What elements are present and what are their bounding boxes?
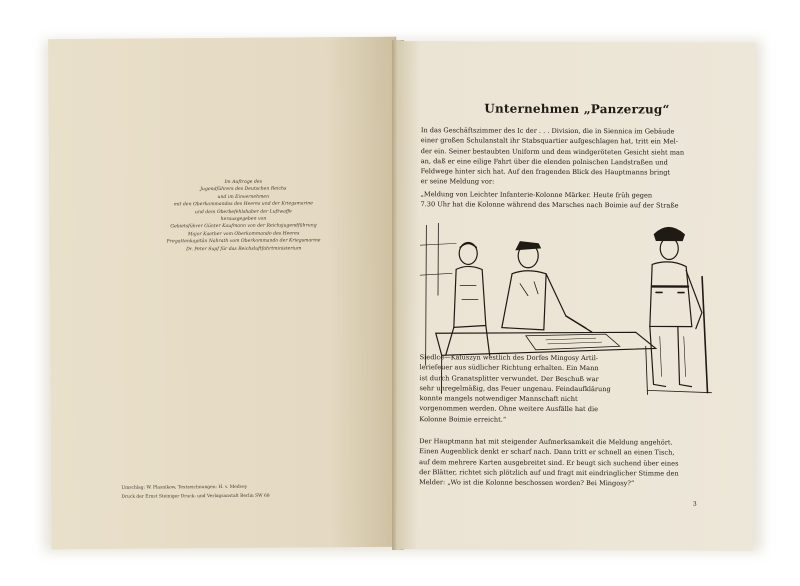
credit-line: Dr. Peter Supf für das Reichsluftfahrtministerium — [186, 246, 302, 252]
text-line: Kolonne Boimie erreicht.“ — [419, 414, 507, 424]
text-line: einer großen Schulanstalt ihr Stabsquartier aufgeschlagen hat, tritt ein Mel- — [420, 136, 679, 146]
text-line: der ein. Seiner bestaubten Uniform und dem windgeröteten Gesicht sieht man — [420, 146, 685, 157]
text-line: vorgenommen werden. Ohne weitere Ausfälle hat die — [419, 404, 599, 414]
paragraph-captain — [419, 436, 729, 489]
text-line: Siedlce—Kaluszyn westlich des Dorfes Mingosy Artil- — [419, 353, 599, 363]
text-line: konnte mangels notwendiger Mannschaft nicht — [419, 394, 578, 404]
text-line: er seine Meldung vor: — [420, 177, 495, 187]
paragraph-intro — [421, 125, 731, 188]
text-line: auf dem mehrere Karten ausgebreitet sind. Er beugt sich suchend über eines — [419, 457, 679, 468]
credit-line: herausgegeben von — [220, 216, 267, 223]
right-page — [397, 41, 756, 551]
imprint-line: Druck der Ernst Steiniger Druck- und Verlagsanstalt Berlin SW 68 — [121, 493, 270, 500]
text-line: ist durch Granatsplitter verwundet. Der Beschuß war — [419, 373, 599, 383]
text-line: „Meldung von Leichter Infanterie-Kolonne Märker. Heute früh gegen — [420, 190, 653, 200]
left-page — [48, 37, 400, 549]
credit-line: und im Einvernehmen — [217, 194, 270, 200]
paragraph-report-continued — [419, 352, 625, 425]
text-line: Der Hauptmann hat mit steigender Aufmerksamkeit die Meldung angehört. — [419, 437, 673, 447]
paragraph-report-start — [420, 189, 730, 211]
text-line: Melder: „Wo ist die Kolonne beschossen worden? Bei Mingosy?“ — [419, 478, 635, 488]
text-line: In das Geschäftszimmer des Ic der . . . Division, die in Siennica im Gebäude — [420, 126, 675, 136]
text-line: an, daß er eine eilige Fahrt über die elenden polnischen Landstraßen und — [420, 157, 668, 167]
chapter-title: Unternehmen „Panzerzug“ — [484, 101, 670, 117]
imprint — [121, 482, 381, 502]
credit-line: Major Kaether vom Oberkommando des Heeres — [187, 231, 300, 238]
text-line: leriefeuer aus südlicher Richtung erhalten. Ein Mann — [419, 363, 599, 373]
text-line: Feldwege hinter sich hat. Auf den fragenden Blick des Hauptmanns bringt — [420, 167, 671, 177]
credit-line: Im Auftrage des — [224, 179, 263, 185]
credit-line: und dem Oberbefehlshaber der Luftwaffe — [195, 209, 292, 215]
credit-line: Gebietsführer Günter Kaufmann von der Reichsjugendführung — [170, 223, 317, 230]
text-line: sehr unregelmäßig, das Feuer ungenau. Feindaufklärung — [419, 384, 611, 394]
credit-line: Jugendführers des Deutschen Reichs — [200, 186, 287, 193]
credit-line: Fregattenkapitän Nahrath vom Oberkommando der Kriegsmarine — [166, 238, 321, 245]
text-line: Einen Augenblick denkt er scharf nach. Dann tritt er schnell an einen Tisch, — [419, 447, 675, 457]
publisher-credits — [103, 178, 384, 254]
text-line: der Blätter, richtet sich plötzlich auf und fragt mit eindringlicher Stimme den — [419, 468, 679, 478]
imprint-line: Umschlag: W. Plasnikow, Textzeichnungen: H. v. Medvey — [121, 484, 248, 491]
text-line: 7.30 Uhr hat die Kolonne während des Marsches nach Boimie auf der Straße — [420, 200, 679, 210]
credit-line: mit den Oberkommandos des Heeres und der Kriegsmarine — [173, 201, 313, 208]
page-number: 3 — [692, 500, 697, 508]
